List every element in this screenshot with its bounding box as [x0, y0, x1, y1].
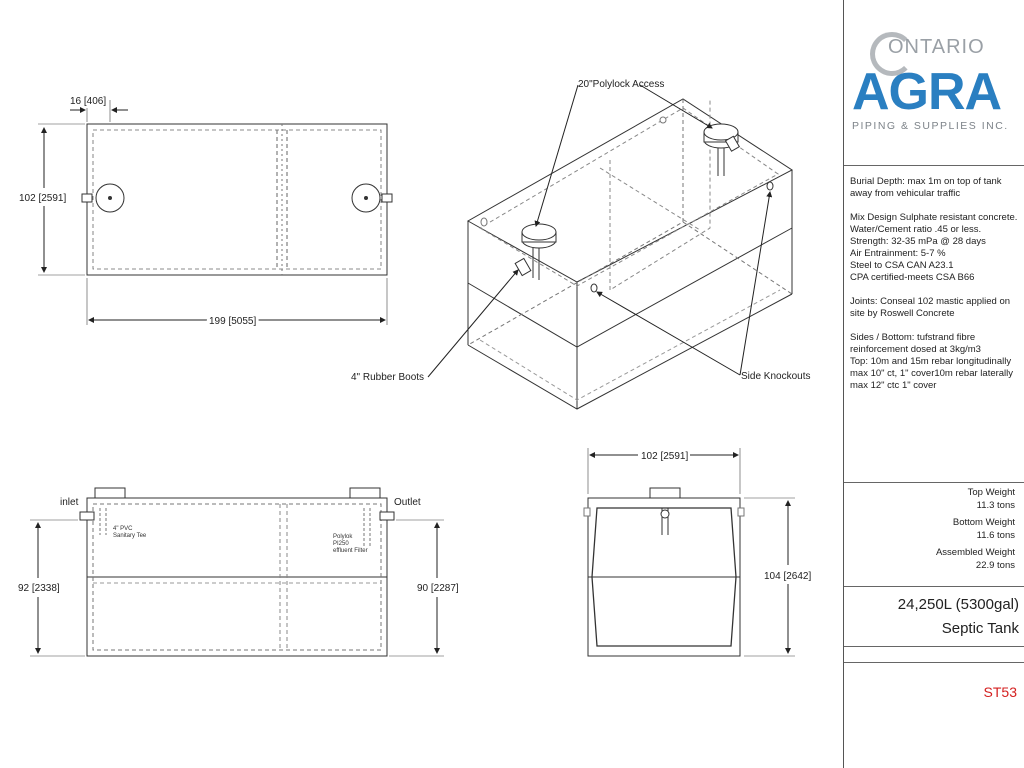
label-rubber-boots: 4" Rubber Boots: [351, 372, 425, 383]
side-view: [18, 488, 459, 656]
dim-outlet-height: 90 [2287]: [417, 583, 459, 594]
assembled-weight-value: 22.9 tons: [975, 559, 1015, 571]
dim-inlet-height: 92 [2338]: [18, 583, 60, 594]
product-name: Septic Tank: [941, 620, 1019, 637]
label-filter-2: PI250: [333, 541, 349, 547]
specification-notes: [850, 176, 1022, 404]
dim-length: 199 [5055]: [209, 316, 257, 327]
top-weight-label: Top Weight: [967, 487, 1015, 498]
note-mix-design: Mix Design Sulphate resistant concrete. Water/Cement ratio .45 or less. Strength: 32-35 mPa @ 28 days Air Entrainment: 5-7 % Steel to CSA CAN A23.1 CPA certified-meets CSA B66: [850, 212, 1018, 283]
logo-agra-text: AGRA: [852, 63, 1002, 121]
company-logo: [844, 28, 1024, 148]
note-burial-depth: Burial Depth: max 1m on top of tank away from vehicular traffic: [850, 176, 1002, 199]
dim-end-height: 104 [2642]: [764, 571, 812, 582]
label-inlet: inlet: [60, 497, 79, 508]
isometric-view: [351, 79, 811, 409]
capacity-text: 24,250L (5300gal): [897, 596, 1019, 613]
title-block: [843, 0, 1024, 768]
logo-ontario-text: ONTARIO: [888, 36, 985, 58]
capacity-block: [898, 593, 1019, 641]
label-side-knockouts: Side Knockouts: [741, 371, 811, 382]
label-tee-1: 4" PVC: [113, 526, 133, 532]
note-joints: Joints: Conseal 102 mastic applied on site by Roswell Concrete: [850, 296, 1011, 319]
label-filter-3: effluent Filter: [333, 548, 368, 554]
dim-width: 102 [2591]: [19, 193, 67, 204]
logo-tagline: PIPING & SUPPLIES INC.: [852, 120, 1009, 132]
top-weight-value: 11.3 tons: [976, 499, 1015, 511]
drawing-number: ST53: [983, 684, 1017, 700]
label-outlet: Outlet: [394, 497, 421, 508]
weights-block: [936, 487, 1015, 572]
top-view: [19, 96, 392, 327]
label-tee-2: Sanitary Tee: [113, 533, 147, 539]
bottom-weight-value: 11.6 tons: [976, 529, 1015, 541]
label-polylock-access: 20"Polylock Access: [578, 79, 665, 90]
label-filter-1: Polylok: [333, 534, 353, 540]
dim-end-width: 102 [2591]: [641, 451, 689, 462]
dim-inset: 16 [406]: [70, 96, 107, 107]
top-view-outline: [87, 124, 387, 275]
assembled-weight-label: Assembled Weight: [935, 547, 1015, 558]
note-reinforcement: Sides / Bottom: tufstrand fibre reinforcement dosed at 3kg/m3 Top: 10m and 15m rebar longitudinally max 10" ct, 1" cover10m rebar laterally max 12" ctc 1" cover: [850, 332, 1014, 391]
end-view: [584, 448, 811, 656]
bottom-weight-label: Bottom Weight: [952, 517, 1015, 528]
